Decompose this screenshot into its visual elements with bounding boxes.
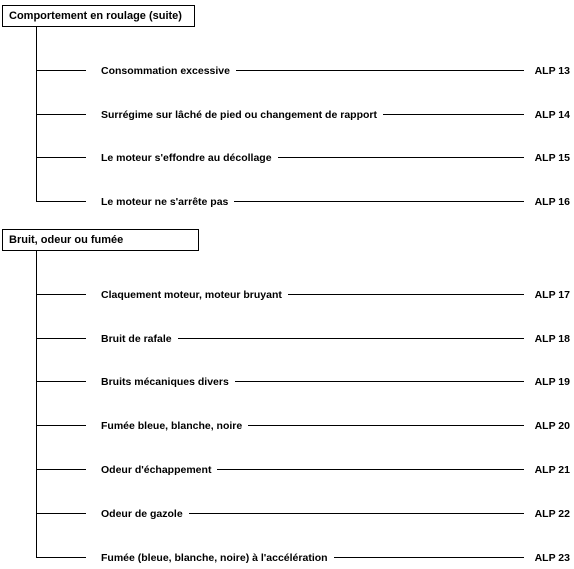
tree-branch	[36, 157, 86, 158]
item-label: Fumée (bleue, blanche, noire) à l'accélération	[101, 551, 334, 565]
list-item[interactable]	[36, 195, 572, 209]
item-code: ALP 21	[534, 464, 570, 476]
item-code: ALP 15	[534, 152, 570, 164]
tree-branch	[36, 381, 86, 382]
item-code: ALP 13	[534, 65, 570, 77]
item-label: Fumée bleue, blanche, noire	[101, 419, 248, 433]
list-item[interactable]	[36, 375, 572, 389]
tree-branch	[36, 114, 86, 115]
item-code: ALP 16	[534, 196, 570, 208]
item-label: Bruits mécaniques divers	[101, 375, 235, 389]
list-item[interactable]	[36, 151, 572, 165]
item-label: Consommation excessive	[101, 64, 236, 78]
section-header-comportement: Comportement en roulage (suite)	[2, 5, 195, 27]
tree-branch	[36, 513, 86, 514]
item-label: Le moteur ne s'arrête pas	[101, 195, 234, 209]
item-label: Le moteur s'effondre au décollage	[101, 151, 278, 165]
tree-branch	[36, 469, 86, 470]
tree-branch	[36, 557, 86, 558]
list-item[interactable]	[36, 332, 572, 346]
tree-branch	[36, 201, 86, 202]
item-label: Odeur de gazole	[101, 507, 189, 521]
item-code: ALP 22	[534, 508, 570, 520]
item-label: Odeur d'échappement	[101, 463, 217, 477]
item-label: Bruit de rafale	[101, 332, 178, 346]
list-item[interactable]	[36, 288, 572, 302]
item-code: ALP 18	[534, 333, 570, 345]
item-code: ALP 19	[534, 376, 570, 388]
list-item[interactable]	[36, 419, 572, 433]
list-item[interactable]	[36, 463, 572, 477]
list-item[interactable]	[36, 551, 572, 565]
item-code: ALP 20	[534, 420, 570, 432]
item-code: ALP 14	[534, 109, 570, 121]
item-code: ALP 17	[534, 289, 570, 301]
item-label: Claquement moteur, moteur bruyant	[101, 288, 288, 302]
item-code: ALP 23	[534, 552, 570, 564]
item-label: Surrégime sur lâché de pied ou changement de rapport	[101, 108, 383, 122]
list-item[interactable]	[36, 64, 572, 78]
list-item[interactable]	[36, 507, 572, 521]
list-item[interactable]	[36, 108, 572, 122]
tree-branch	[36, 294, 86, 295]
section-header-bruit: Bruit, odeur ou fumée	[2, 229, 199, 251]
tree-branch	[36, 70, 86, 71]
tree-branch	[36, 425, 86, 426]
tree-branch	[36, 338, 86, 339]
